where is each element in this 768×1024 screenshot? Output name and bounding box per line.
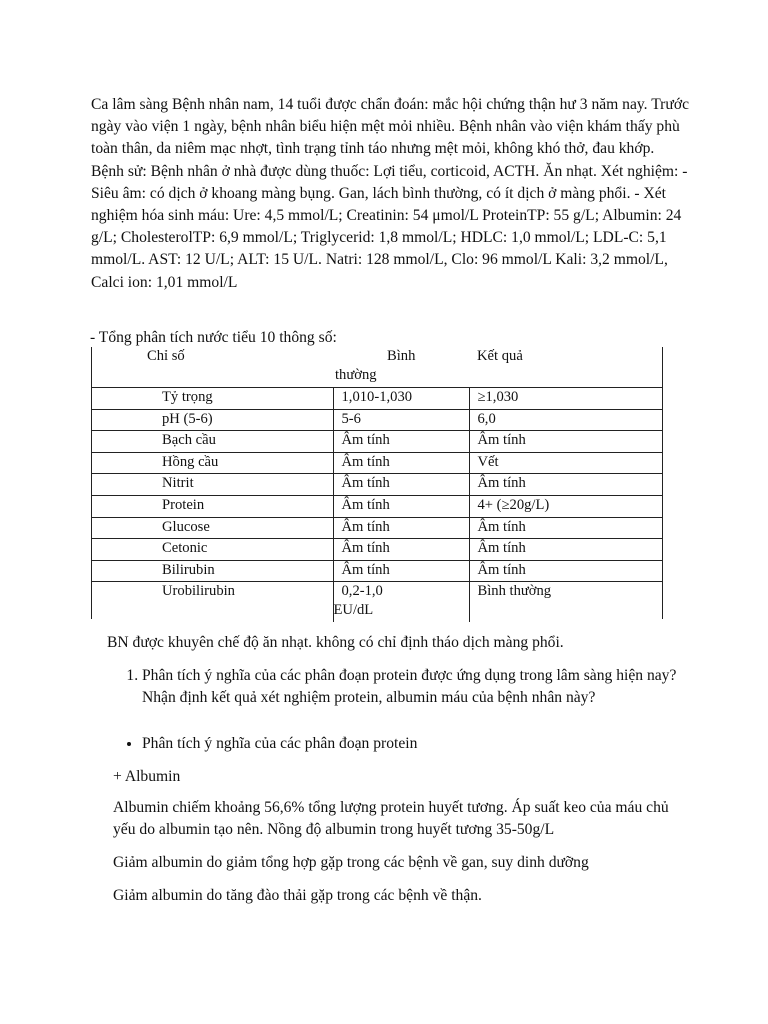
row-name: pH (5-6): [91, 409, 333, 431]
urinalysis-caption: - Tổng phân tích nước tiểu 10 thông số:: [90, 329, 337, 346]
row-name: Bilirubin: [91, 560, 333, 582]
row-normal: Âm tính: [333, 495, 469, 517]
albumin-heading: + Albumin: [113, 768, 181, 785]
row-name: Hồng cầu: [91, 452, 333, 474]
row-name: Urobilirubin: [162, 583, 235, 600]
table-row: [91, 409, 663, 431]
advice-text: BN được khuyên chế độ ăn nhạt. không có chỉ định tháo dịch màng phổi.: [107, 634, 564, 651]
bullet-item: • Phân tích ý nghĩa của các phân đoạn protein: [142, 733, 682, 755]
table-row: [91, 582, 663, 623]
header-normal-line2: thường: [335, 367, 377, 383]
table-row: [91, 452, 663, 474]
row-name: Cetonic: [91, 539, 333, 561]
row-normal: Âm tính: [333, 539, 469, 561]
row-normal: Âm tính: [333, 431, 469, 453]
urinalysis-table: [91, 347, 663, 622]
table-row: [91, 517, 663, 539]
row-result: Âm tính: [469, 539, 663, 561]
table-row: [91, 474, 663, 496]
row-result: Âm tính: [469, 560, 663, 582]
header-normal-line1: Bình: [387, 348, 416, 364]
row-normal: Âm tính: [333, 452, 469, 474]
question-list: [100, 665, 682, 709]
bullet-list: [100, 733, 682, 755]
row-result: Bình thường: [469, 582, 663, 623]
row-result: Âm tính: [469, 474, 663, 496]
header-index: Chỉ số: [91, 347, 333, 388]
table-header-row: [91, 347, 663, 388]
row-normal: 1,010-1,030: [333, 388, 469, 410]
row-normal: Âm tính: [333, 560, 469, 582]
table-row: [91, 495, 663, 517]
table-row: [91, 431, 663, 453]
row-normal: Âm tính: [333, 517, 469, 539]
row-result: Vết: [469, 452, 663, 474]
row-normal-line1: 0,2-1,0: [341, 583, 383, 600]
row-result: ≥1,030: [469, 388, 663, 410]
table-row: [91, 388, 663, 410]
row-normal: Âm tính: [333, 474, 469, 496]
albumin-paragraph: Albumin chiếm khoảng 56,6% tổng lượng protein huyết tương. Áp suất keo của máu chủ yếu do albumin tạo nên. Nồng độ albumin trong huyết tương 35-50g/L: [113, 799, 669, 839]
case-intro-paragraph: Ca lâm sàng Bệnh nhân nam, 14 tuổi được chẩn đoán: mắc hội chứng thận hư 3 năm nay. Trước ngày vào viện 1 ngày, bệnh nhân biểu hiện mệt mỏi nhiều. Bệnh nhân vào viện khám thấy phù toàn thân, da niêm mạc nhợt, tình trạng tỉnh táo nhưng mệt mỏi, không khó thở, đau khớp. Bệnh sử: Bệnh nhân ở nhà được dùng thuốc: Lợi tiểu, corticoid, ACTH. Ăn nhạt. Xét nghiệm: - Siêu âm: có dịch ở khoang màng bụng. Gan, lách bình thường, có ít dịch ở màng phổi. - Xét nghiệm hóa sinh máu: Ure: 4,5 mmol/L; Creatinin: 54 μmol/L ProteinTP: 55 g/L; Albumin: 24 g/L; CholesterolTP: 6,9 mmol/L; Triglycerid: 1,8 mmol/L; HDLC: 1,0 mmol/L; LDL-C: 5,1 mmol/L. AST: 12 U/L; ALT: 15 U/L. Natri: 128 mmol/L, Clo: 96 mmol/L Kali: 3,2 mmol/L, Calci ion: 1,01 mmol/L: [91, 96, 689, 291]
row-name: Tỷ trọng: [91, 388, 333, 410]
row-name: Nitrit: [91, 474, 333, 496]
row-normal: [333, 582, 469, 623]
row-result: 4+ (≥20g/L): [469, 495, 663, 517]
row-result: 6,0: [469, 409, 663, 431]
question-item: 1. Phân tích ý nghĩa của các phân đoạn protein được ứng dụng trong lâm sàng hiện nay? Nhận định kết quả xét nghiệm protein, albumin máu của bệnh nhân này?: [142, 665, 682, 709]
row-result: Âm tính: [469, 517, 663, 539]
albumin-decrease-kidney: Giảm albumin do tăng đào thải gặp trong các bệnh về thận.: [113, 887, 482, 904]
header-result: Kết quả: [469, 347, 663, 388]
table-row: [91, 560, 663, 582]
row-normal: 5-6: [333, 409, 469, 431]
table-row: [91, 539, 663, 561]
header-normal: [333, 347, 469, 388]
row-result: Âm tính: [469, 431, 663, 453]
row-name: Glucose: [91, 517, 333, 539]
row-name: Protein: [91, 495, 333, 517]
row-normal-line2: EU/dL: [333, 602, 374, 619]
albumin-decrease-liver: Giảm albumin do giảm tổng hợp gặp trong các bệnh về gan, suy dinh dưỡng: [113, 854, 589, 871]
row-name: Bạch cầu: [91, 431, 333, 453]
